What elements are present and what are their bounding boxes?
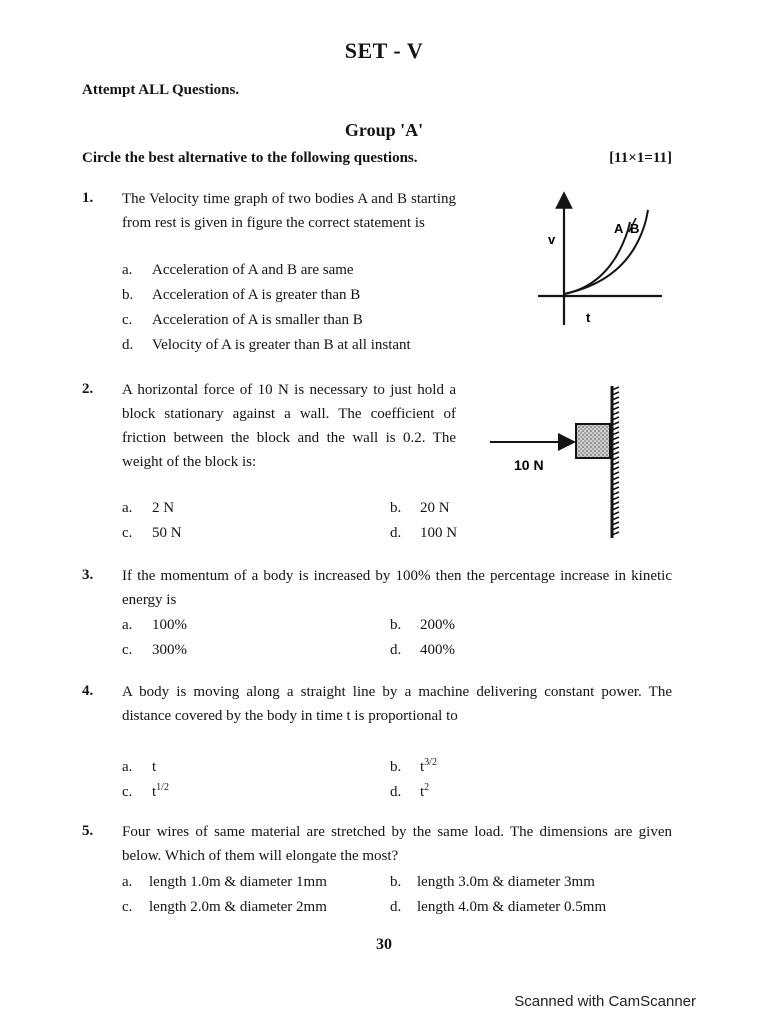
question-text: A horizontal force of 10 N is necessary to just hold a block stationary against a wall. The coefficient of friction between the block and the wall is 0.2. The weight of the block is:	[122, 382, 456, 470]
section-instruction: Circle the best alternative to the following questions.	[82, 150, 418, 166]
option-label: a.	[122, 759, 133, 775]
option-label: a.	[122, 617, 133, 633]
option-a	[122, 617, 187, 634]
question-number: 3.	[82, 567, 94, 583]
option-b	[390, 757, 437, 776]
option-a	[122, 500, 174, 517]
option-a	[122, 262, 354, 279]
force-label: 10 N	[514, 457, 544, 473]
option-text: 20 N	[420, 500, 450, 516]
option-text: 300%	[152, 642, 187, 658]
option-label: d.	[390, 525, 402, 541]
option-a	[122, 757, 156, 776]
option-label: c.	[122, 784, 133, 800]
option-d	[390, 642, 455, 659]
option-exponent: 3/2	[424, 757, 437, 768]
option-text: Acceleration of A is smaller than B	[152, 312, 363, 328]
option-d	[122, 337, 411, 354]
option-label: a.	[122, 874, 133, 890]
option-label: a.	[122, 500, 133, 516]
option-label: d.	[390, 642, 402, 658]
option-c	[122, 525, 182, 542]
option-label: d.	[122, 337, 134, 353]
option-text: 400%	[420, 642, 455, 658]
option-text: 50 N	[152, 525, 182, 541]
option-b	[390, 617, 455, 634]
question-number: 4.	[82, 683, 94, 699]
option-c	[122, 312, 363, 329]
option-text: length 2.0m & diameter 2mm	[149, 899, 327, 915]
velocity-time-graph	[530, 190, 670, 330]
option-text: length 4.0m & diameter 0.5mm	[417, 899, 607, 915]
option-label: b.	[390, 874, 402, 890]
option-c	[122, 642, 187, 659]
option-label: c.	[122, 525, 133, 541]
option-b	[390, 500, 450, 517]
option-text: Velocity of A is greater than B at all instant	[152, 337, 411, 353]
question-number: 1.	[82, 190, 94, 206]
option-label: a.	[122, 262, 133, 278]
marks-allocation: [11×1=11]	[609, 150, 672, 166]
option-c	[122, 899, 327, 916]
block	[576, 424, 610, 458]
option-label: b.	[390, 617, 402, 633]
option-text: length 1.0m & diameter 1mm	[149, 874, 327, 890]
option-b	[390, 874, 595, 891]
option-label: d.	[390, 784, 402, 800]
option-base: t	[152, 759, 157, 775]
option-text: Acceleration of A and B are same	[152, 262, 354, 278]
option-exponent: 1/2	[156, 782, 169, 793]
question-text: Four wires of same material are stretched by the same load. The dimensions are given below. Which of them will elongate the most?	[122, 824, 672, 864]
question-text: The Velocity time graph of two bodies A and B starting from rest is given in figure the correct statement is	[122, 191, 456, 231]
option-label: c.	[122, 312, 133, 328]
x-axis-label: t	[586, 310, 591, 325]
option-text: 100 N	[420, 525, 458, 541]
option-text: length 3.0m & diameter 3mm	[417, 874, 595, 890]
option-text: 200%	[420, 617, 455, 633]
option-b	[122, 287, 360, 304]
question-text: A body is moving along a straight line by a machine delivering constant power. The distance covered by the body in time t is proportional to	[122, 684, 672, 724]
option-exponent: 2	[424, 782, 430, 793]
option-text: 100%	[152, 617, 187, 633]
curve-a-label: A	[614, 221, 624, 236]
option-label: b.	[122, 287, 134, 303]
option-label: c.	[122, 642, 133, 658]
group-heading: Group 'A'	[344, 120, 424, 140]
option-d	[390, 899, 606, 916]
option-label: b.	[390, 500, 402, 516]
option-base: t	[420, 759, 425, 775]
block-wall-diagram	[486, 382, 636, 542]
option-base: t	[152, 784, 157, 800]
option-base: t	[420, 784, 425, 800]
option-d	[390, 525, 457, 542]
option-label: d.	[390, 899, 402, 915]
page-number: 30	[376, 936, 392, 953]
option-label: c.	[122, 899, 133, 915]
curve-b-label: B	[630, 221, 640, 236]
question-number: 2.	[82, 381, 94, 397]
option-a	[122, 874, 327, 891]
question-number: 5.	[82, 823, 94, 839]
scanner-watermark: Scanned with CamScanner	[514, 993, 696, 1010]
option-label: b.	[390, 759, 402, 775]
question-text: If the momentum of a body is increased by 100% then the percentage increase in kinetic energy is	[122, 568, 672, 608]
option-d	[390, 782, 429, 801]
y-axis-label: v	[548, 232, 556, 247]
page-title: SET - V	[344, 38, 424, 63]
option-text: Acceleration of A is greater than B	[152, 287, 361, 303]
option-text: 2 N	[152, 500, 175, 516]
option-c	[122, 782, 169, 801]
general-instruction: Attempt ALL Questions.	[82, 82, 240, 98]
